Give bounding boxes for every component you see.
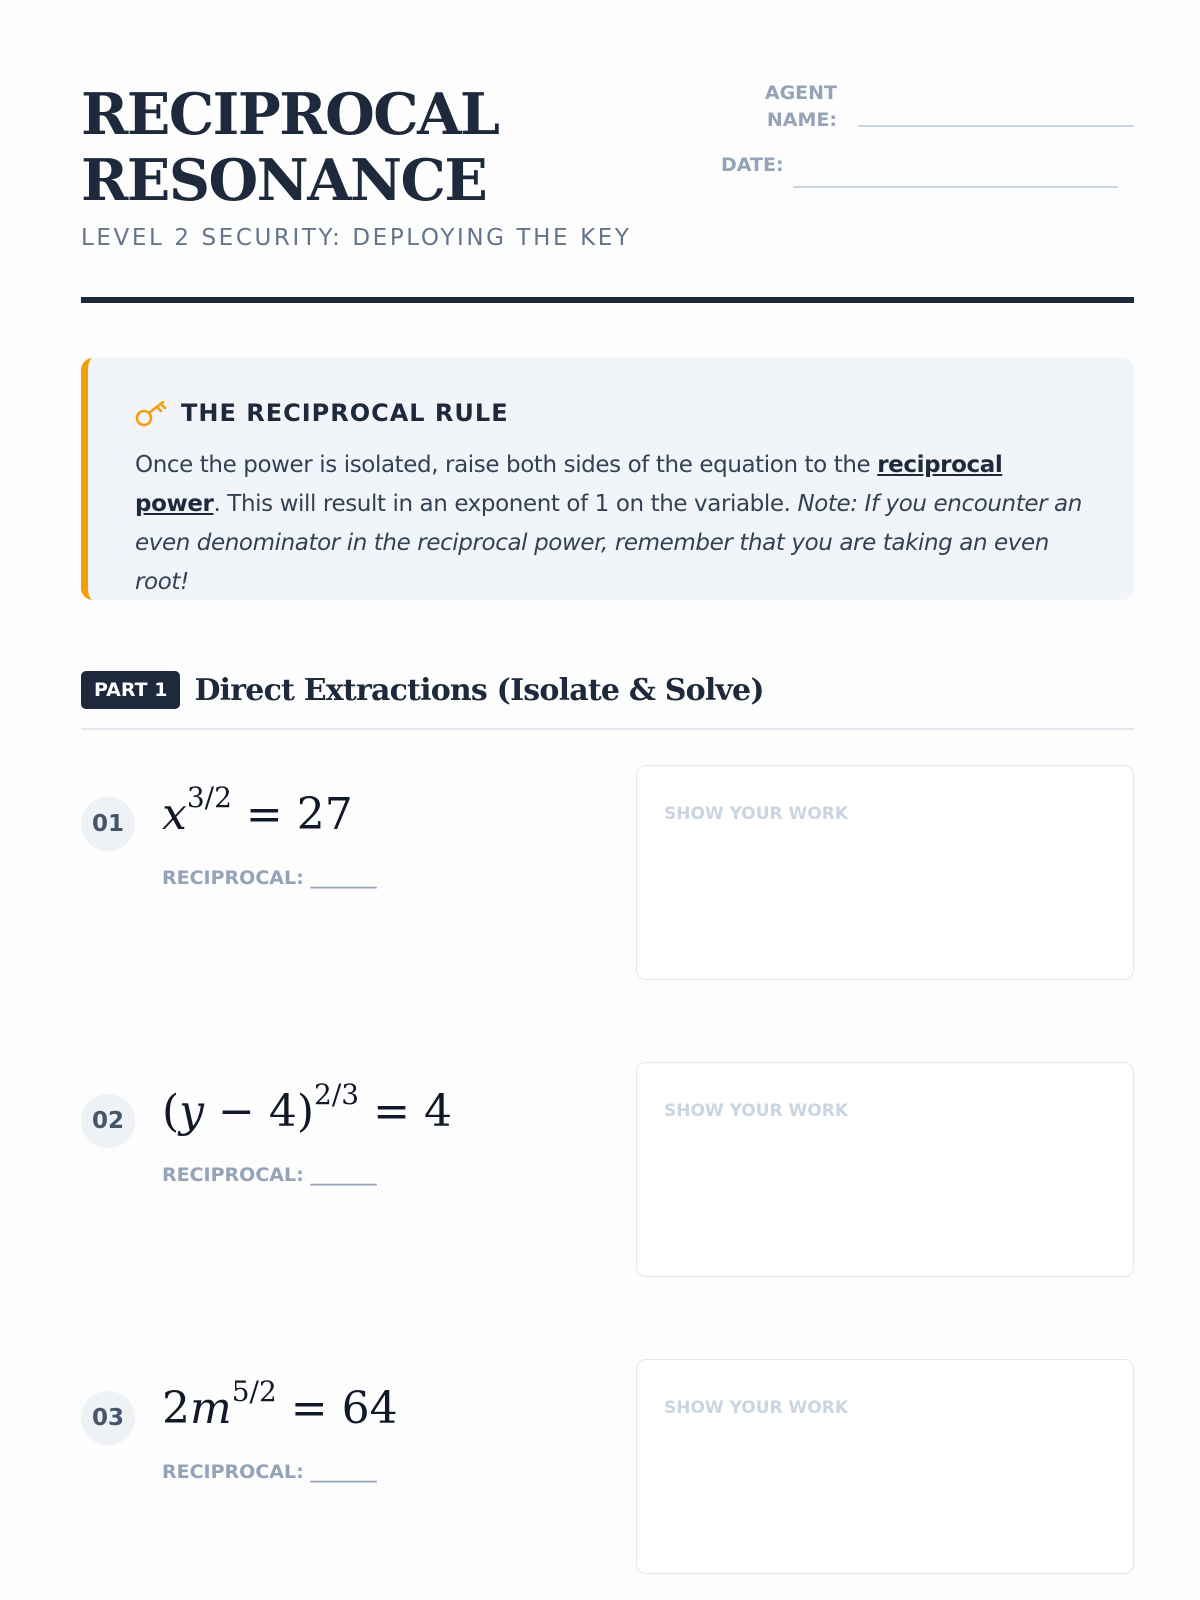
callout-highlight: reciprocal power (135, 452, 1003, 517)
equation-variable: m (190, 1383, 232, 1434)
key-icon (135, 398, 169, 428)
callout-title: THE RECIPROCAL RULE (181, 399, 509, 427)
part-badge: PART 1 (81, 671, 180, 709)
callout-text-part-1: Once the power is isolated, raise both sides of the equation to the (135, 452, 878, 478)
agent-name-label (749, 80, 837, 134)
date-label: DATE: (721, 154, 784, 176)
equation-tail: − 4) (204, 1086, 315, 1137)
show-work-label: SHOW YOUR WORK (664, 1398, 849, 1418)
problem-item (81, 1078, 1134, 1301)
show-work-label: SHOW YOUR WORK (664, 804, 849, 824)
worksheet-subtitle: LEVEL 2 SECURITY: DEPLOYING THE KEY (81, 225, 632, 251)
callout-note: Note: If you encounter an even denominator in the reciprocal power, remember that you are taking an even root! (135, 491, 1082, 595)
equation-rhs: = 4 (373, 1086, 452, 1137)
problem-number: 03 (81, 1391, 135, 1445)
show-work-label: SHOW YOUR WORK (664, 1101, 849, 1121)
callout-text-part-2: . This will result in an exponent of 1 on the variable. (213, 491, 798, 517)
problem-item (81, 1375, 1134, 1598)
part-divider (81, 728, 1134, 730)
equation-rhs: = 27 (245, 789, 353, 840)
worksheet-page (81, 0, 1134, 1600)
part-header (81, 671, 764, 709)
reciprocal-label: RECIPROCAL: _______ (162, 867, 377, 889)
callout-header (135, 398, 509, 428)
problem-number: 01 (81, 797, 135, 851)
equation-exponent: 5/2 (231, 1375, 277, 1409)
problem-equation (162, 1375, 398, 1434)
show-work-box[interactable] (636, 1359, 1134, 1574)
problem-item (81, 781, 1134, 1004)
show-work-box[interactable] (636, 765, 1134, 980)
callout-text (135, 446, 1095, 602)
reciprocal-label: RECIPROCAL: _______ (162, 1164, 377, 1186)
agent-label-line-2: NAME: (766, 109, 837, 131)
show-work-box[interactable] (636, 1062, 1134, 1277)
agent-name-field[interactable] (858, 125, 1134, 127)
header-divider (81, 297, 1134, 303)
title-line-1: RECIPROCAL (81, 81, 499, 148)
equation-open-paren: ( (162, 1086, 180, 1137)
agent-label-line-1: AGENT (764, 82, 837, 104)
equation-variable: x (162, 789, 187, 840)
problem-equation (162, 1078, 452, 1137)
part-title: Direct Extractions (Isolate & Solve) (194, 672, 764, 708)
equation-variable: y (179, 1086, 205, 1137)
worksheet-title (81, 82, 498, 214)
equation-rhs: = 64 (290, 1383, 398, 1434)
equation-coefficient: 2 (162, 1383, 190, 1434)
problem-equation (162, 781, 353, 840)
equation-exponent: 3/2 (186, 781, 232, 815)
title-line-2: RESONANCE (81, 147, 487, 214)
equation-exponent: 2/3 (314, 1078, 360, 1112)
date-field[interactable] (793, 186, 1118, 188)
problem-number: 02 (81, 1094, 135, 1148)
reciprocal-rule-callout (81, 358, 1134, 600)
reciprocal-label: RECIPROCAL: _______ (162, 1461, 377, 1483)
